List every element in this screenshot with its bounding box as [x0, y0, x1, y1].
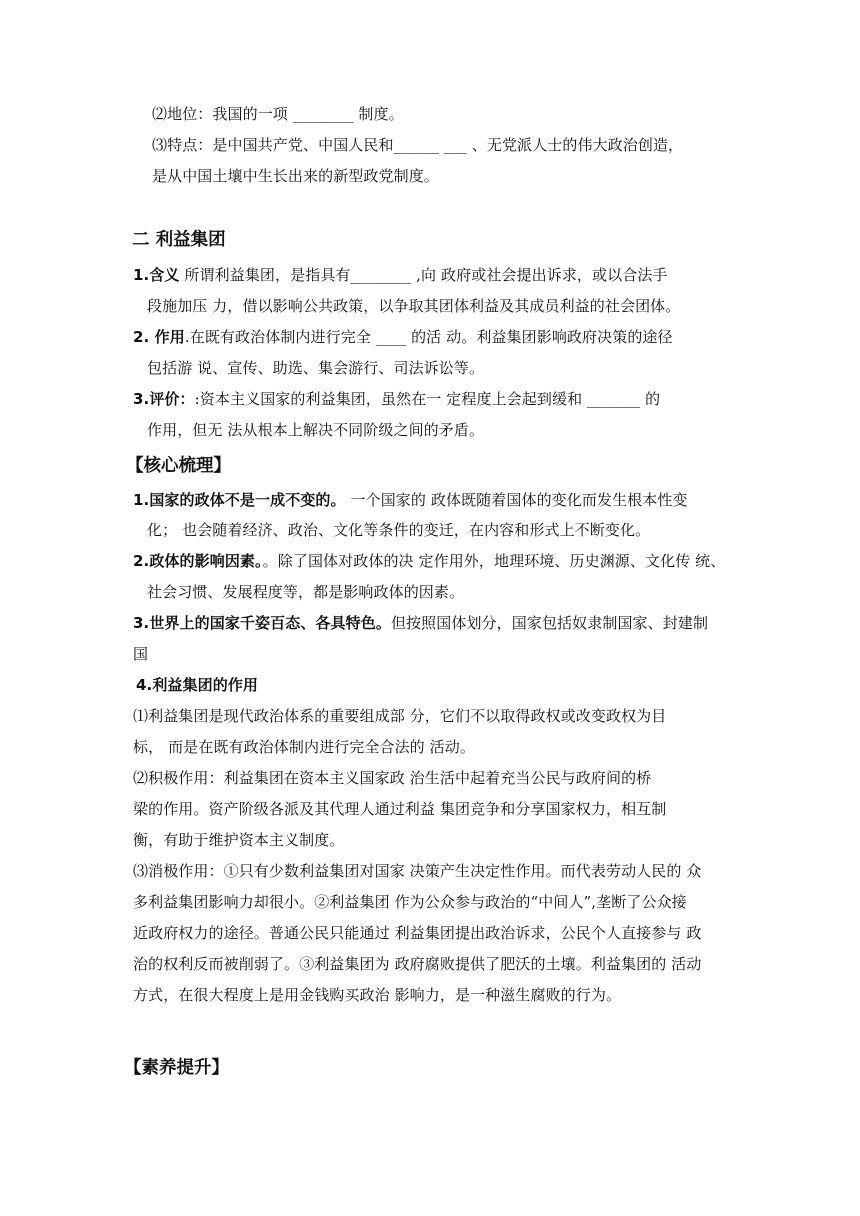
text-span: 近政府权力的途径。普通公民只能通过 利益集团提出政治诉求，公民个人直接参与 政 [133, 924, 702, 942]
text-span: :资本主义国家的利益集团，虽然在一 定程度上会起到缓和 _______ 的 [194, 390, 661, 408]
section-heading: 二 利益集团 [132, 230, 226, 250]
text-line [152, 135, 683, 155]
text-span: 是从中国土壤中生长出来的新型政党制度。 [152, 167, 439, 185]
text-line [133, 551, 725, 571]
text-span-bold: 1.含义 [133, 266, 180, 284]
text-span: 多利益集团影响力却很小。②利益集团 作为公众参与政治的“中间人”,垄断了公众接 [133, 893, 687, 911]
text-line [133, 490, 688, 510]
text-span: 包括游 说、宣传、助选、集会游行、司法诉讼等。 [147, 359, 485, 377]
text-span-bold: 1.国家的政体不是一成不变的。 [133, 491, 346, 509]
section-heading: 【素养提升】 [124, 1058, 229, 1078]
text-span: 段施加压 力，借以影响公共政策，以争取其团体利益及其成员利益的社会团体。 [147, 297, 681, 315]
text-line [133, 644, 148, 664]
text-span: 所谓利益集团，是指具有________ ,向 政府或社会提出诉求，或以合法手 [179, 266, 668, 284]
text-line [133, 985, 621, 1005]
text-line [133, 706, 666, 726]
text-span: 一个国家的 政体既随着国体的变化而发生根本性变 [345, 491, 688, 509]
text-span: .在既有政治体制内进行完全 ____ 的活 动。利益集团影响政府决策的途径 [184, 328, 673, 346]
text-span: ⑵地位：我国的一项 ________ 制度。 [152, 105, 404, 123]
text-span: 社会习惯、发展程度等，都是影响政体的因素。 [147, 583, 465, 601]
text-span: ⑶特点：是中国共产党、中国人民和______ ___ 、无党派人士的伟大政治创造， [152, 136, 684, 154]
text-span-bold: 3.世界上的国家千姿百态、各具特色。 [133, 614, 391, 632]
text-span: ⑶消极作用：①只有少数利益集团对国家 决策产生决定性作用。而代表劳动人民的 众 [133, 862, 702, 880]
text-span-bold: 3.评价： [133, 390, 195, 408]
text-line [152, 166, 439, 186]
text-line [133, 830, 344, 850]
text-span: 。除了国体对政体的决 定作用外，地理环境、历史渊源、文化传 统、 [262, 552, 726, 570]
text-span-bold: 2.政体的影响因素。 [133, 552, 263, 570]
text-span: 但按照国体划分，国家包括奴隶制国家、封建制 [390, 614, 709, 632]
text-line [133, 923, 701, 943]
text-line [133, 861, 701, 881]
text-line [133, 768, 651, 788]
text-span: 作用，但无 法从根本上解决不同阶级之间的矛盾。 [147, 421, 485, 439]
text-line [152, 104, 404, 124]
text-line [133, 799, 666, 819]
text-span: 梁的作用。资产阶级各派及其代理人通过利益 集团竞争和分享国家权力，相互制 [133, 800, 667, 818]
text-line [147, 420, 484, 440]
text-line [133, 327, 673, 347]
text-line [133, 389, 660, 409]
text-span-bold: 2. 作用 [133, 328, 185, 346]
text-line [133, 265, 668, 285]
text-line [147, 296, 680, 316]
text-span: 方式，在很大程度上是用金钱购买政治 影响力，是一种滋生腐败的行为。 [133, 986, 622, 1004]
text-span: 标， 而是在既有政治体制内进行完全合法的 活动。 [133, 738, 475, 756]
text-line [133, 613, 708, 633]
text-line [147, 358, 484, 378]
text-span: ⑴利益集团是现代政治体系的重要组成部 分，它们不以取得政权或改变政权为目 [133, 707, 667, 725]
text-line [147, 582, 464, 602]
section-heading: 【核心梳理】 [126, 456, 231, 476]
text-span: 治的权利反而被削弱了。③利益集团为 政府腐败提供了肥沃的土壤。利益集团的 活动 [133, 955, 702, 973]
text-span: 国 [133, 645, 149, 663]
text-span: 衡，有助于维护资本主义制度。 [133, 831, 345, 849]
text-line [147, 520, 650, 540]
text-span: 化； 也会随着经济、政治、文化等条件的变迁，在内容和形式上不断变化。 [147, 521, 651, 539]
subsection-heading: 4.利益集团的作用 [136, 676, 259, 694]
text-span: ⑵积极作用：利益集团在资本主义国家政 治生活中起着充当公民与政府间的桥 [133, 769, 652, 787]
text-line [133, 892, 687, 912]
text-line [133, 737, 475, 757]
text-line [133, 954, 701, 974]
